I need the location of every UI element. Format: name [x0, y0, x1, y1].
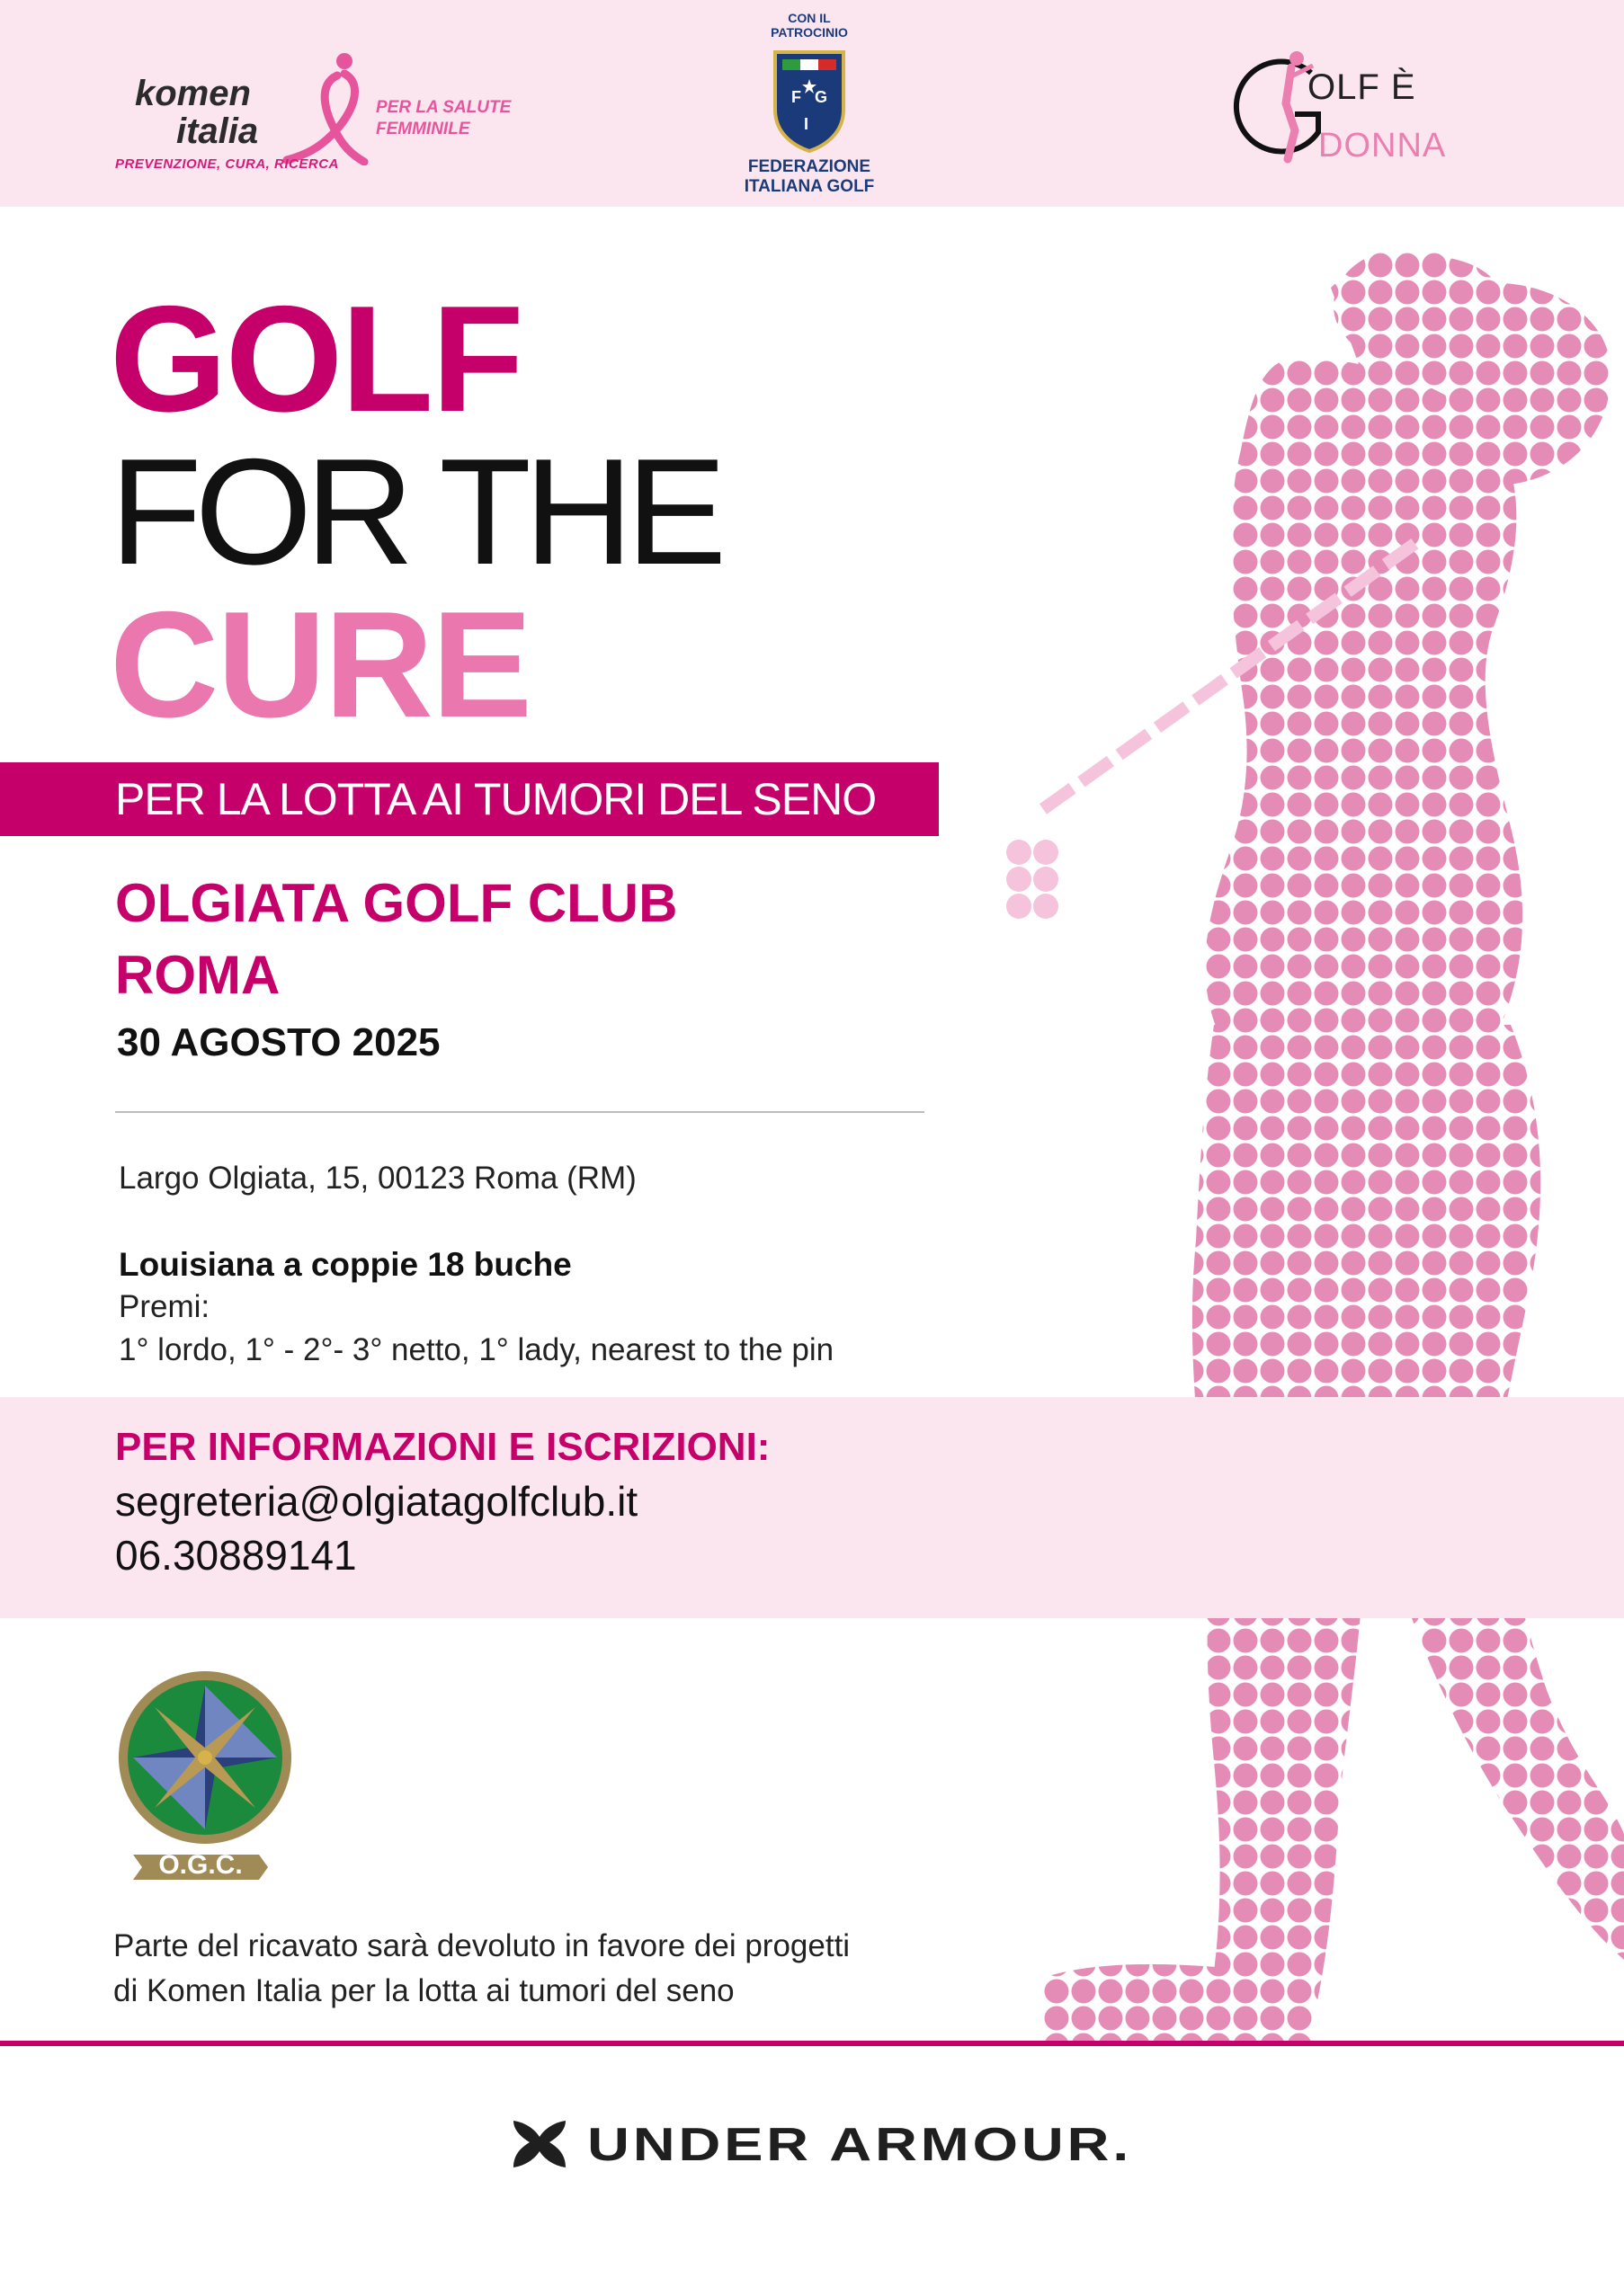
fig-letter-f: F [791, 88, 801, 106]
info-phone: 06.30889141 [115, 1532, 357, 1579]
under-armour-mark-icon [508, 2117, 571, 2171]
event-address: Largo Olgiata, 15, 00123 Roma (RM) [119, 1161, 637, 1196]
event-date: 30 AGOSTO 2025 [117, 1020, 441, 1064]
event-format: Louisiana a coppie 18 buche [119, 1246, 572, 1283]
info-heading: PER INFORMAZIONI E ISCRIZIONI: [115, 1425, 771, 1469]
komen-side-line1: PER LA SALUTE [376, 98, 512, 117]
fig-letter-g: G [815, 88, 828, 106]
under-armour-word: UNDER ARMOUR. [587, 2119, 1133, 2171]
footer-line1: Parte del ricavato sarà devoluto in favore dei progetti [113, 1928, 851, 1963]
pink-ribbon-icon [281, 49, 380, 165]
under-armour-logo [508, 2113, 1133, 2176]
prizes-list: 1° lordo, 1° - 2°- 3° netto, 1° lady, nearest to the pin [119, 1332, 834, 1367]
venue [115, 868, 677, 1011]
title-golf: GOLF [110, 274, 522, 443]
komen-italia-logo [115, 56, 538, 173]
title-for-the: FOR THE [110, 427, 720, 596]
komen-tagline: PREVENZIONE, CURA, RICERCA [115, 156, 339, 172]
golf-e-donna-logo [1232, 49, 1520, 175]
fig-name [710, 157, 908, 197]
fig-letter-i: I [804, 115, 809, 133]
komen-logo-word: komen [135, 74, 251, 113]
venue-line2: ROMA [115, 945, 281, 1005]
olgiata-golf-club-logo [115, 1668, 304, 1892]
subtitle-bar [0, 762, 939, 836]
ogc-label: O.G.C. [158, 1850, 243, 1880]
komen-side-line2: FEMMINILE [376, 120, 470, 138]
komen-side-text [376, 97, 511, 140]
golf-e-donna-line1: OLF È [1307, 67, 1416, 107]
dotted-golfer-silhouette-icon [989, 252, 1624, 2050]
title-cure: CURE [110, 580, 531, 749]
komen-logo-word-italia: italia [176, 111, 259, 151]
subtitle-text: PER LA LOTTA AI TUMORI DEL SENO [115, 774, 877, 824]
info-email: segreteria@olgiatagolfclub.it [115, 1478, 638, 1525]
fig-name-line2: ITALIANA GOLF [744, 177, 875, 196]
golf-e-donna-line2: DONNA [1318, 127, 1447, 165]
divider [115, 1111, 924, 1113]
footer-divider [0, 2041, 1624, 2046]
footer-line2: di Komen Italia per la lotta ai tumori del seno [113, 1973, 735, 2008]
fig-logo [710, 11, 908, 200]
fig-patrocinio-line1: CON IL [788, 11, 831, 25]
venue-line1: OLGIATA GOLF CLUB [115, 873, 678, 933]
fig-name-line1: FEDERAZIONE [747, 157, 871, 176]
prizes-label: Premi: [119, 1289, 210, 1324]
fig-shield-icon [772, 47, 847, 153]
fig-patrocinio-line2: PATROCINIO [771, 25, 848, 40]
